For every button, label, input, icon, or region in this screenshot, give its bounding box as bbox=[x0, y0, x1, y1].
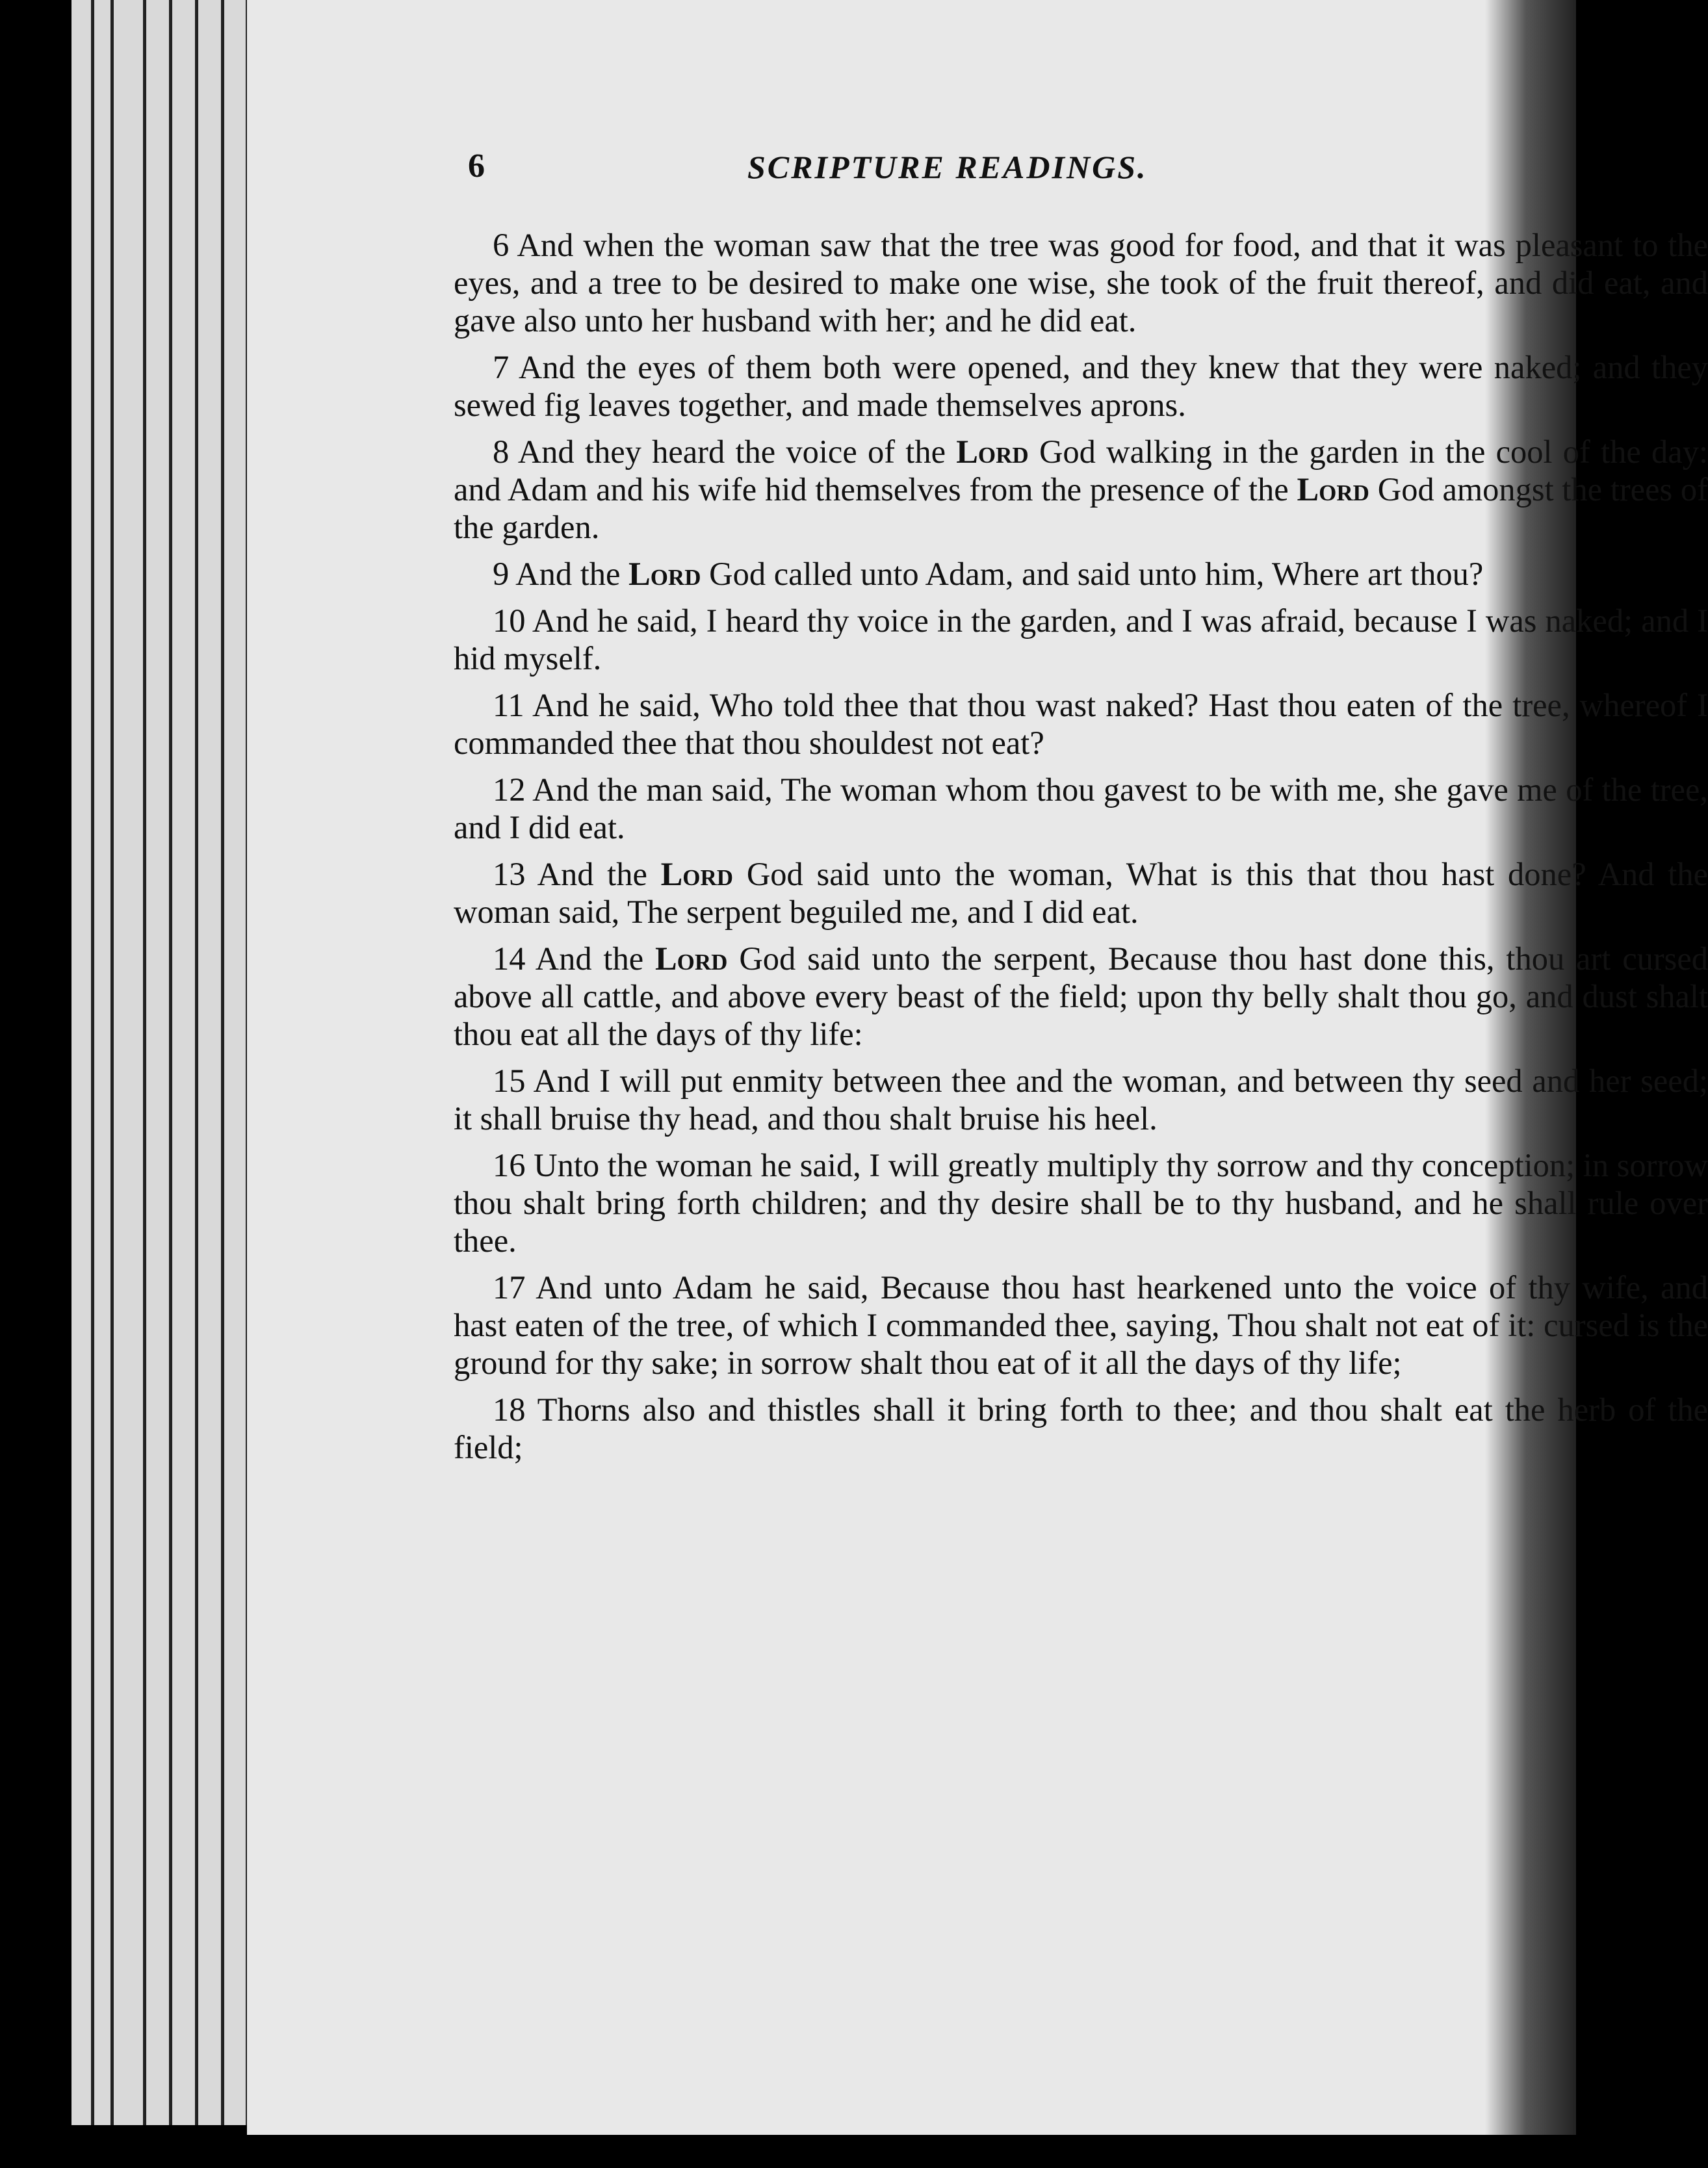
verse bbox=[454, 226, 1708, 339]
verse-text: And he said, I heard thy voice in the garden, and I was afraid, because I was naked; and I hid myself. bbox=[454, 602, 1708, 677]
page-edge-line bbox=[143, 0, 146, 2125]
verse-text: And he said, Who told thee that thou wast naked? Hast thou eaten of the tree, whereof I commanded thee that thou shouldest not eat? bbox=[454, 687, 1708, 761]
page-edge-line bbox=[195, 0, 198, 2125]
verse bbox=[454, 1146, 1708, 1259]
page-edge-line bbox=[110, 0, 114, 2125]
verse-number: 9 bbox=[493, 556, 510, 592]
verse-number: 17 bbox=[493, 1269, 526, 1306]
verse bbox=[454, 940, 1708, 1053]
verse bbox=[454, 1269, 1708, 1382]
verse-text: And when the woman saw that the tree was good for food, and that it was pleasant to the eyes, and a tree to be desired to make one wise, she took of the fruit thereof, and did eat, and gave also unto her husband with her; and he did eat. bbox=[454, 227, 1708, 339]
scripture-text bbox=[454, 226, 1708, 1475]
page-edge-line bbox=[169, 0, 172, 2125]
verse-text: And the Lord God said unto the woman, What is this that thou hast done? And the woman said, The serpent beguiled me, and I did eat. bbox=[454, 856, 1708, 930]
verse bbox=[454, 1391, 1708, 1466]
verse bbox=[454, 1062, 1708, 1137]
verse-number: 15 bbox=[493, 1063, 526, 1099]
verse bbox=[454, 855, 1708, 931]
page-edges bbox=[71, 0, 253, 2125]
verse-number: 11 bbox=[493, 687, 524, 723]
verse-text: And the Lord God called unto Adam, and said unto him, Where art thou? bbox=[515, 556, 1484, 592]
verse-number: 6 bbox=[493, 227, 510, 263]
verse-number: 7 bbox=[493, 349, 510, 385]
verse-number: 12 bbox=[493, 771, 526, 808]
verse bbox=[454, 433, 1708, 546]
verse bbox=[454, 602, 1708, 677]
verse-text: And unto Adam he said, Because thou hast hearkened unto the voice of thy wife, and hast eaten of the tree, of which I commanded thee, saying, Thou shalt not eat of it: cursed is the ground for thy sake; in sorrow shalt thou eat of it all the days of thy life; bbox=[454, 1269, 1708, 1381]
verse bbox=[454, 686, 1708, 762]
verse-text: And the Lord God said unto the serpent, Because thou hast done this, thou art cursed above all cattle, and above every beast of the field; upon thy belly shalt thou go, and dust shalt thou eat all the days of thy life: bbox=[454, 940, 1708, 1052]
verse-text: Unto the woman he said, I will greatly multiply thy sorrow and thy conception; in sorrow thou shalt bring forth children; and thy desire shall be to thy husband, and he shall rule over thee. bbox=[454, 1147, 1708, 1259]
page-edge-line bbox=[91, 0, 94, 2125]
running-head: SCRIPTURE READINGS. bbox=[747, 149, 1148, 185]
page bbox=[247, 0, 1708, 2135]
verse-number: 8 bbox=[493, 433, 510, 470]
verse bbox=[454, 348, 1708, 424]
page-edge-line bbox=[221, 0, 224, 2125]
verse-text: And the eyes of them both were opened, and they knew that they were naked; and they sewed fig leaves together, and made themselves aprons. bbox=[454, 349, 1708, 423]
verse-text: And I will put enmity between thee and the woman, and between thy seed and her seed; it shall bruise thy head, and thou shalt bruise his heel. bbox=[454, 1063, 1708, 1137]
verse-number: 13 bbox=[493, 856, 526, 892]
verse bbox=[454, 555, 1708, 593]
verse-text: And the man said, The woman whom thou gavest to be with me, she gave me of the tree, and I did eat. bbox=[454, 771, 1708, 845]
verse bbox=[454, 771, 1708, 846]
verse-text: And they heard the voice of the Lord God walking in the garden in the cool of the day: and Adam and his wife hid themselves from the presence of the Lord God amongst the trees of the garden. bbox=[454, 433, 1708, 545]
verse-number: 18 bbox=[493, 1391, 526, 1428]
page-number: 6 bbox=[468, 148, 485, 185]
verse-number: 10 bbox=[493, 602, 526, 639]
verse-number: 16 bbox=[493, 1147, 526, 1183]
verse-text: Thorns also and thistles shall it bring forth to thee; and thou shalt eat the herb of the field; bbox=[454, 1391, 1708, 1465]
verse-number: 14 bbox=[493, 940, 526, 977]
